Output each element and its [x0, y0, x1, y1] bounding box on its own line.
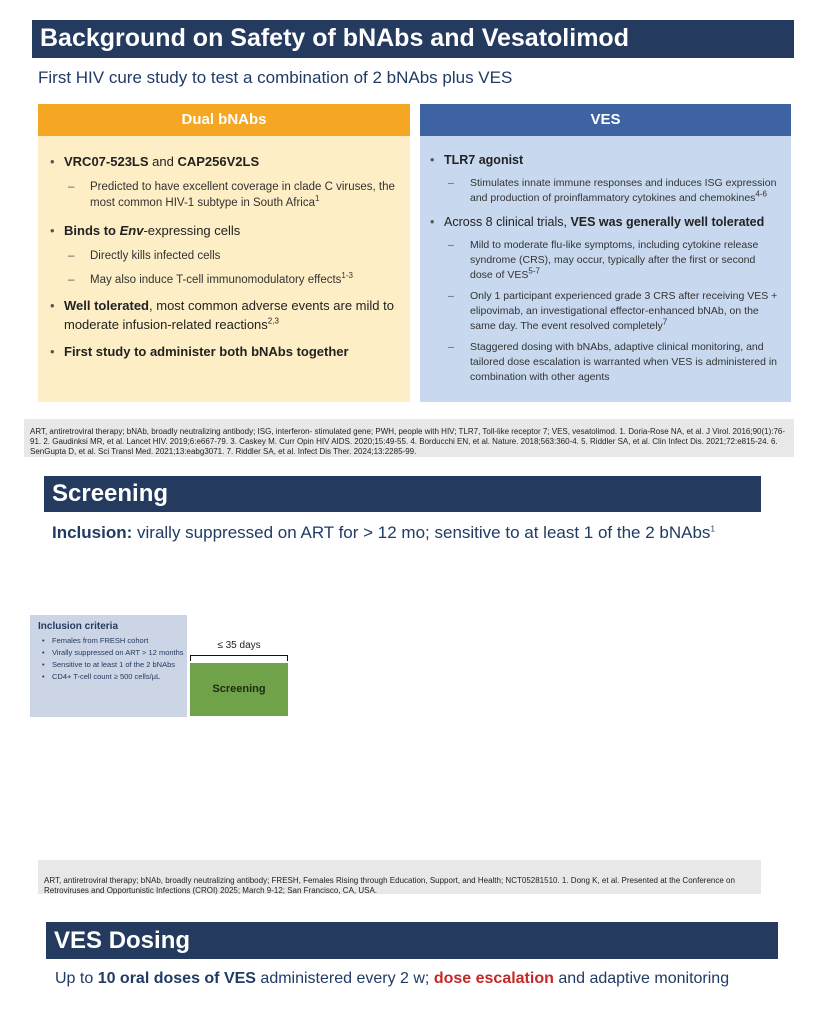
staggered-text: Staggered dosing with bNAbs, adaptive clinical monitoring, and tailored dose escalation is warranted when VES is administered in combination with other agents: [470, 341, 777, 383]
well-tolerated-rest: , most common adverse events are mild to moderate infusion-related reactions: [64, 298, 394, 332]
inclusion-criteria-title: Inclusion criteria: [38, 621, 119, 632]
sub-bullet-immunomodulatory: [50, 272, 398, 288]
bullet-clinical-trials: [430, 213, 781, 232]
screening-title: Screening: [52, 480, 169, 507]
inclusion-subtitle: [52, 523, 715, 543]
ves-header: VES: [420, 104, 791, 136]
bullet-binds: [50, 221, 398, 240]
dose-escalation-highlight: dose escalation: [433, 970, 554, 987]
binds-rest: -expressing cells: [143, 223, 241, 238]
inclusion-bold: Inclusion:: [52, 523, 133, 542]
page-title: Background on Safety of bNAbs and Vesatolimod: [40, 24, 629, 52]
first-study-bold: First study to administer both bNAbs together: [64, 344, 349, 359]
well-tolerated-sup: 2,3: [267, 316, 279, 326]
criteria-item: • Females from FRESH cohort: [38, 636, 187, 645]
coverage-sup: 1: [315, 194, 320, 204]
dosing-post: and adaptive monitoring: [553, 970, 730, 987]
flu-like-text: Mild to moderate flu-like symptoms, including cytokine release syndrome (CRS), may occur, typically after the first or second dose of VES: [470, 239, 759, 281]
innate-sup: 4-6: [755, 189, 767, 199]
bullet-tlr7: [430, 151, 781, 170]
criteria-item: • CD4+ T-cell count ≥ 500 cells/μL: [38, 672, 187, 681]
section-subtitle: First HIV cure study to test a combination of 2 bNAbs plus VES: [38, 68, 513, 87]
dosing-subtitle: [55, 970, 729, 988]
inclusion-rest: virally suppressed on ART for > 12 mo; sensitive to at least 1 of the 2 bNAbs: [132, 523, 711, 542]
criteria-item: • Sensitive to at least 1 of the 2 bNAbs: [38, 660, 187, 669]
clinical-trials-pre: Across 8 clinical trials,: [444, 215, 571, 229]
flu-like-sup: 5-7: [528, 266, 540, 276]
grade3-text: Only 1 participant experienced grade 3 CRS after receiving VES + elipovimab, an investigational effector-enhanced bNAb, on the same day. The event resolved completely: [470, 290, 778, 332]
immunomodulatory-sup: 1-3: [341, 271, 353, 281]
antibody-2-name: CAP256V2LS: [177, 154, 260, 169]
references-footnote: ART, antiretroviral therapy; bNAb, broadly neutralizing antibody; ISG, interferon- stimulated gene; PWH, people with HIV; TLR7, Toll-like receptor 7; VES, vesatolimod. 1. Doria-Rose NA, et al. J Virol. 2016;90(1):76-91. 2. Gaudinksi MR, et al. Lancet HIV. 2019;6:e667-79. 3. Caskey M. Curr Opin HIV AIDS. 2020;15:49-55. 4. Borducchi EN, et al. Nature. 2018;563:360-4. 5. Riddler SA, et al. Clin Infect Dis. 2021;72:e815-24. 6. SenGupta D, et al. Sci Transl Med. 2021;13:eabg3071. 7. Riddler SA, et al. Infect Dis Ther. 2024;13:2285-99.: [24, 419, 794, 457]
dual-bnabs-header: Dual bNAbs: [38, 104, 410, 136]
dosing-pre: Up to: [55, 970, 98, 987]
section-banner-ves-dosing: [46, 922, 778, 959]
inclusion-criteria-box: [30, 615, 187, 717]
section-banner-background: [32, 20, 794, 58]
env-italic: Env: [119, 223, 144, 238]
dual-bnabs-panel: [38, 136, 410, 402]
sub-bullet-kills: [50, 248, 398, 264]
antibody-1-name: VRC07-523LS: [64, 154, 149, 169]
grade3-sup: 7: [662, 317, 668, 327]
kills-text: Directly kills infected cells: [90, 250, 221, 262]
coverage-text: Predicted to have excellent coverage in clade C viruses, the most common HIV-1 subtype in South Africa: [90, 181, 395, 209]
section-banner-screening: [44, 476, 761, 512]
screening-phase-box: Screening: [190, 663, 288, 716]
sub-bullet-grade3: [430, 289, 781, 334]
criteria-item: • Virally suppressed on ART > 12 months: [38, 648, 187, 657]
bullet-antibodies: [50, 152, 398, 171]
sub-bullet-innate: [430, 176, 781, 206]
immunomodulatory-text: May also induce T-cell immunomodulatory effects: [90, 274, 342, 286]
and-text: and: [148, 154, 178, 169]
dosing-mid: administered every 2 w;: [255, 970, 434, 987]
screening-references-footnote: ART, antiretroviral therapy; bNAb, broadly neutralizing antibody; FRESH, Females Rising through Education, Support, and Health; NCT05281510. 1. Dong K, et al. Presented at the Conference on Retroviruses and Opportunistic Infections (CROI) 2025; March 9-12; San Francisco, CA, USA.: [38, 860, 761, 894]
sub-bullet-coverage: [50, 179, 398, 211]
bullet-well-tolerated: [50, 296, 398, 334]
days-label: ≤ 35 days: [217, 640, 261, 651]
timeline-bracket: [190, 655, 288, 661]
ves-dosing-title: VES Dosing: [54, 927, 191, 954]
well-tolerated-bold: Well tolerated: [64, 298, 150, 313]
innate-text: Stimulates innate immune responses and induces ISG expression and production of proinflammatory cytokines and chemokines: [470, 177, 777, 204]
ves-panel: [420, 136, 791, 402]
bullet-first-study: [50, 342, 398, 361]
tlr7-bold: TLR7 agonist: [444, 153, 524, 167]
dosing-bold: 10 oral doses of VES: [97, 970, 256, 987]
sub-bullet-flu-like: [430, 238, 781, 283]
sub-bullet-staggered: [430, 340, 781, 385]
clinical-trials-bold: VES was generally well tolerated: [570, 215, 765, 229]
binds-bold: Binds to: [64, 223, 120, 238]
inclusion-sup: 1: [710, 524, 715, 534]
